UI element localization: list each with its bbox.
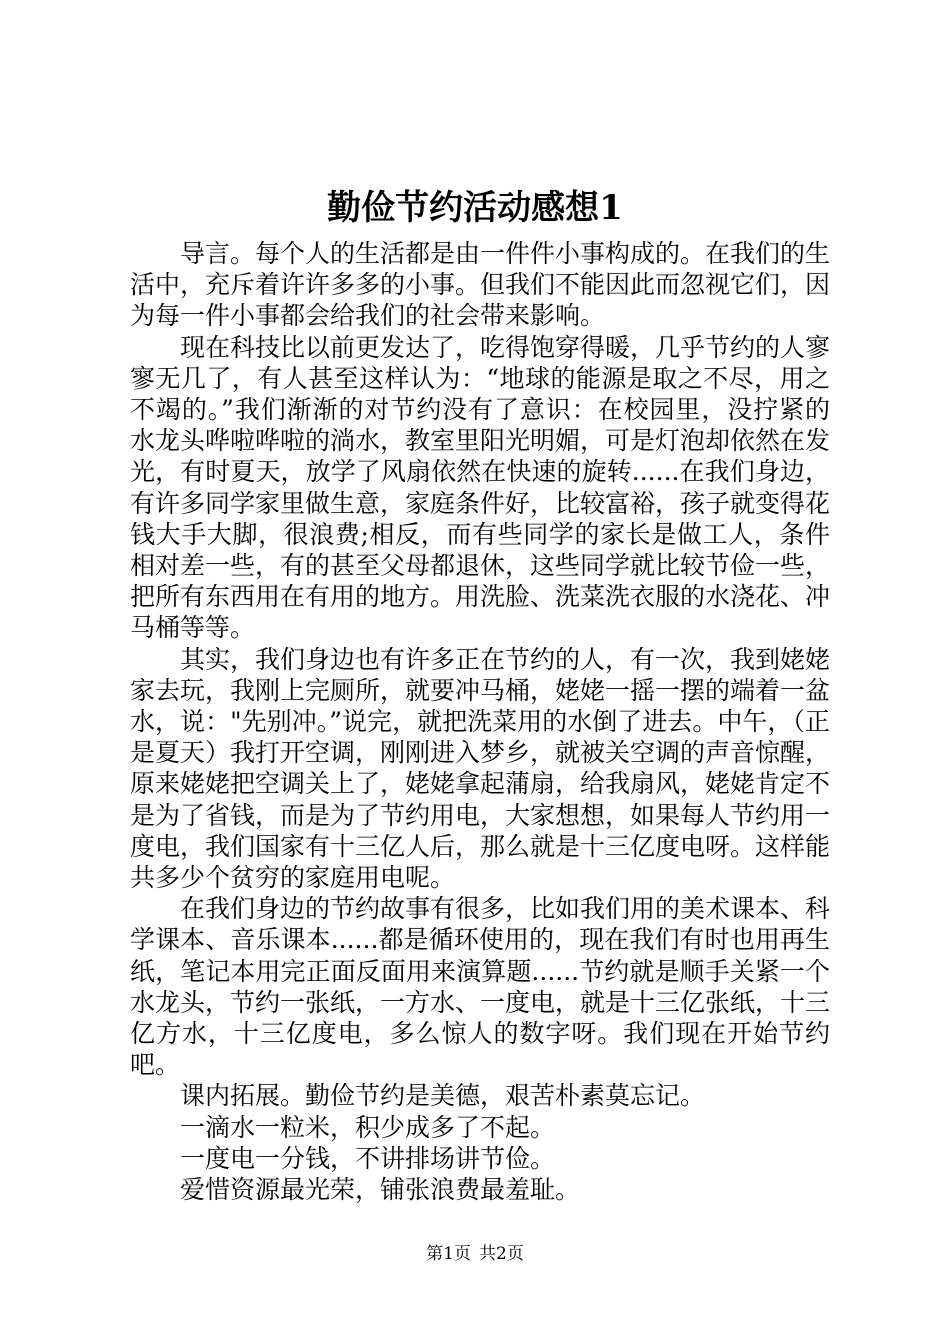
paragraph-intro: 导言。每个人的生活都是由一件件小事构成的。在我们的生活中，充斥着许许多多的小事。但我们不能因此而忽视它们，因为每一件小事都会给我们的社会带来影响。 <box>130 239 831 331</box>
paragraph-saving-stories: 在我们身边的节约故事有很多，比如我们用的美术课本、科学课本、音乐课本......都是循环使用的，现在我们有时也用再生纸，笔记本用完正面反面用来演算题......节约就是顺手关紧一个水龙头，节约一张纸，一方水、一度电，就是十三亿张纸，十三亿方水，十三亿度电，多么惊人的数字呀。我们现在开始节约吧。 <box>130 894 831 1080</box>
document-body <box>130 238 830 1205</box>
page-footer <box>0 1242 950 1266</box>
verse-line-3: 爱惜资源最光荣，铺张浪费最羞耻。 <box>180 1175 581 1205</box>
paragraph-grandma-story: 其实，我们身边也有许多正在节约的人，有一次，我到姥姥家去玩，我刚上完厕所，就要冲马桶，姥姥一摇一摆的端着一盆水，说："先别冲。”说完，就把洗菜用的水倒了进去。中午，（正是夏天）我打开空调，刚刚进入梦乡，就被关空调的声音惊醒，原来姥姥把空调关上了，姥姥拿起蒲扇，给我扇风，姥姥肯定不是为了省钱，而是为了节约用电，大家想想，如果每人节约用一度电，我们国家有十三亿人后，那么就是十三亿度电呀。这样能共多少个贫穷的家庭用电呢。 <box>130 644 831 893</box>
verse-line-2: 一度电一分钱，不讲排场讲节俭。 <box>180 1143 556 1173</box>
page-number-current: 第1页 <box>426 1244 471 1264</box>
page-number-total: 共2页 <box>479 1244 524 1264</box>
paragraph-awareness: 现在科技比以前更发达了，吃得饱穿得暖，几乎节约的人寥寥无几了，有人甚至这样认为：“地球的能源是取之不尽，用之不竭的。”我们渐渐的对节约没有了意识：在校园里，没拧紧的水龙头哗啦哗啦的淌水，教室里阳光明媚，可是灯泡却依然在发光，有时夏天，放学了风扇依然在快速的旋转......在我们身边，有许多同学家里做生意，家庭条件好，比较富裕，孩子就变得花钱大手大脚，很浪费;相反，而有些同学的家长是做工人，条件相对差一些，有的甚至父母都退休，这些同学就比较节俭一些，把所有东西用在有用的地方。用洗脸、洗菜洗衣服的水浇花、冲马桶等等。 <box>130 332 831 643</box>
document-title: 勤俭节约活动感想1 <box>327 188 623 228</box>
paragraph-extension: 课内拓展。勤俭节约是美德，艰苦朴素莫忘记。 <box>180 1081 706 1111</box>
verse-line-1: 一滴水一粒米，积少成多了不起。 <box>180 1112 556 1142</box>
